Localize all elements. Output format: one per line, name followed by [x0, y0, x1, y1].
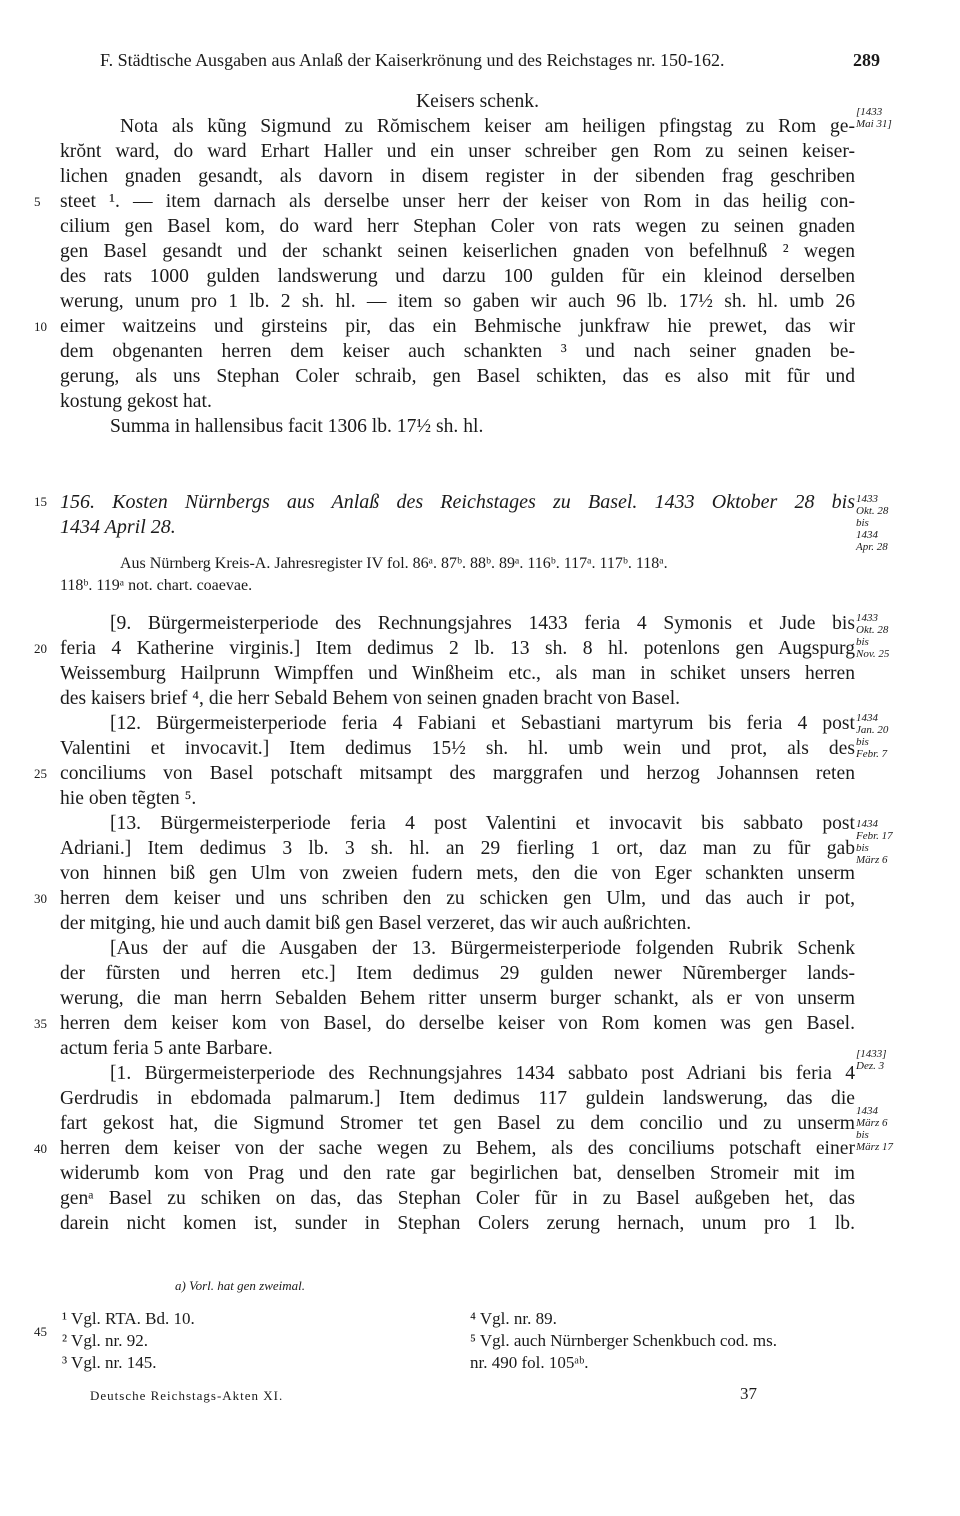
- footnote: ⁵ Vgl. auch Nürnberger Schenkbuch cod. ms.: [470, 1331, 777, 1350]
- text-line: [Aus der auf die Ausgaben der 13. Bürgermeisterperiode folgenden Rubrik Schenk: [110, 938, 855, 959]
- signature-mark: 37: [740, 1384, 757, 1403]
- text-line: lichen gnaden gesandt, als davorn in disem register in der sibenden frag geschriben: [60, 166, 855, 187]
- running-head: [100, 50, 880, 71]
- text-line: actum feria 5 ante Barbare.: [60, 1038, 273, 1059]
- text-line: gen Basel gesandt und der schankt seinen keiserlichen gnaden von befelhnuß ² wegen: [60, 241, 855, 262]
- footnote: ² Vgl. nr. 92.: [62, 1331, 149, 1350]
- section-title: Keisers schenk.: [416, 91, 539, 112]
- footnote: ³ Vgl. nr. 145.: [62, 1353, 157, 1372]
- line-number: 5: [34, 194, 41, 209]
- footnotes-left: [62, 1308, 442, 1374]
- text-line: cilium gen Basel kom, do ward herr Stephan Coler von rats wegen zu seinen gnaden: [60, 216, 855, 237]
- document-heading: 156. Kosten Nürnbergs aus Anlaß des Reichstages zu Basel. 1433 Oktober 28 bis: [60, 491, 855, 513]
- main-text-cont: [60, 1087, 855, 1247]
- text-line: herren dem keiser und uns schriben den zu schicken gen Ulm, und das auch ir pot,: [60, 888, 855, 909]
- text-line: von hinnen biß gen Ulm von zweien fudern mets, den die von Eger schankten unserm: [60, 863, 855, 884]
- text-line: genᵃ Basel zu schiken on das, das Stephan Coler fũr in zu Basel außgeben het, das: [60, 1188, 855, 1209]
- text-line: steet ¹. — item darnach als derselbe unser herr der keiser von Rom in das heilig con-: [60, 191, 855, 212]
- text-line: eimer waitzeins und girsteins pir, das ein Behmische junkfraw hie prewet, das wir: [60, 316, 855, 337]
- series-footer: Deutsche Reichstags-Akten XI.: [90, 1388, 284, 1403]
- page-number: 289: [853, 50, 880, 70]
- footnote: ¹ Vgl. RTA. Bd. 10.: [62, 1309, 195, 1328]
- text-line: des rats 1000 gulden landswerung und darzu 100 gulden fũr ein kleinod derselben: [60, 266, 855, 287]
- text-line: des kaisers brief ⁴, die herr Sebald Behem von seinen gnaden bracht von Basel.: [60, 688, 681, 709]
- text-line: Adriani.] Item dedimus 3 lb. 3 sh. hl. an 29 fierling 1 ort, daz man zu fũr gab: [60, 838, 855, 859]
- line-number: 30: [34, 891, 47, 906]
- text-line: Gerdrudis in ebdomada palmarum.] Item dedimus 117 guldein landswerung, das die: [60, 1088, 855, 1109]
- document-heading-cont: 1434 April 28.: [60, 516, 176, 538]
- line-number: 25: [34, 766, 47, 781]
- margin-date-note: 1434 Febr. 17 bis März 6: [856, 818, 893, 866]
- text-line: dem obgenanten herren dem keiser auch schankten ³ und nach seiner gnaden be-: [60, 341, 855, 362]
- line-number: 20: [34, 641, 47, 656]
- margin-date-note: 1434 Jan. 20 bis Febr. 7: [856, 712, 889, 760]
- margin-date-note: 1433 Okt. 28 bis Nov. 25: [856, 612, 890, 660]
- line-number: 15: [34, 494, 47, 509]
- variant-note: a) Vorl. hat gen zweimal.: [175, 1278, 305, 1293]
- text-line: gerung, als uns Stephan Coler schraib, gen Basel schikten, das es also mit fũr und: [60, 366, 855, 387]
- margin-date-note: 1434 März 6 bis März 17: [856, 1105, 893, 1153]
- line-number: 35: [34, 1016, 47, 1031]
- text-line: [12. Bürgermeisterperiode feria 4 Fabiani et Sebastiani martyrum bis feria 4 post: [110, 713, 855, 734]
- text-line: feria 4 Katherine virginis.] Item dedimus 2 lb. 13 sh. 8 hl. potenlons gen Augspurg: [60, 638, 855, 659]
- text-line: [1. Bürgermeisterperiode des Rechnungsjahres 1434 sabbato post Adriani bis feria 4: [110, 1063, 855, 1084]
- footnotes-right: [470, 1308, 870, 1374]
- text-line: herren dem keiser von der sache wegen zu Behem, als des conciliums potschaft einer: [60, 1138, 855, 1159]
- text-line: darein nicht komen ist, sunder in Stephan Colers zerung hernach, unum pro 1 lb.: [60, 1213, 855, 1234]
- margin-date-note: 1433 Okt. 28 bis 1434 Apr. 28: [856, 493, 889, 553]
- footnote: ⁴ Vgl. nr. 89.: [470, 1309, 557, 1328]
- text-line: fart gekost hat, die Sigmund Stromer tet gen Basel zu dem concilio und zu unserm: [60, 1113, 855, 1134]
- text-line: widerumb kom von Prag und den rate gar begirlichen bat, denselben Stromeir mit im: [60, 1163, 855, 1184]
- text-line: Summa in hallensibus facit 1306 lb. 17½ sh. hl.: [110, 416, 484, 437]
- footnote: nr. 490 fol. 105ᵃᵇ.: [470, 1353, 589, 1372]
- text-line: [13. Bürgermeisterperiode feria 4 post Valentini et invocavit bis sabbato post: [110, 813, 855, 834]
- margin-date-note: [1433 Mai 31]: [856, 106, 892, 130]
- main-text: [60, 90, 855, 1090]
- line-number: 10: [34, 319, 47, 334]
- text-line: krŏnt ward, do ward Erhart Haller und ein unser schreiber gen Rom zu seinen keiser-: [60, 141, 855, 162]
- text-line: werung, unum pro 1 lb. 2 sh. hl. — item so gaben wir auch 96 lb. 17½ sh. hl. umb 26: [60, 291, 855, 312]
- source-line: Aus Nürnberg Kreis-A. Jahresregister IV fol. 86ᵃ. 87ᵇ. 88ᵇ. 89ᵃ. 116ᵇ. 117ᵃ. 117ᵇ. 118ᵃ.: [120, 555, 668, 572]
- source-line: 118ᵇ. 119ᵃ not. chart. coaevae.: [60, 577, 253, 594]
- line-number: 45: [34, 1324, 47, 1339]
- text-line: Nota als kũng Sigmund zu Rŏmischem keiser am heiligen pfingstag zu Rom ge-: [120, 116, 855, 137]
- text-line: herren dem keiser kom von Basel, do derselbe keiser von Rom komen was gen Basel.: [60, 1013, 855, 1034]
- text-line: Weissemburg Hailprunn Wimpffen und Winßheim etc., als man in schiket unsers herren: [60, 663, 855, 684]
- text-line: [9. Bürgermeisterperiode des Rechnungsjahres 1433 feria 4 Symonis et Jude bis: [110, 613, 855, 634]
- text-line: Valentini et invocavit.] Item dedimus 15½ sh. hl. umb wein und prot, als des: [60, 738, 855, 759]
- margin-date-note: [1433] Dez. 3: [856, 1048, 887, 1072]
- line-number: 40: [34, 1141, 47, 1156]
- running-title: F. Städtische Ausgaben aus Anlaß der Kaiserkrönung und des Reichstages nr. 150-162.: [100, 50, 725, 70]
- text-line: hie oben tẽgten ⁵.: [60, 788, 197, 809]
- text-line: werung, die man herrn Sebalden Behem ritter unserm burger schankt, als er von unserm: [60, 988, 855, 1009]
- text-line: kostung gekost hat.: [60, 391, 212, 412]
- text-line: der fũrsten und herren etc.] Item dedimus 29 gulden newer Nũremberger lands-: [60, 963, 855, 984]
- text-line: der mitging, hie und auch damit biß gen Basel verzeret, das wir auch außrichten.: [60, 913, 692, 934]
- text-line: conciliums von Basel potschaft mitsampt des marggrafen und herzog Johannsen reten: [60, 763, 855, 784]
